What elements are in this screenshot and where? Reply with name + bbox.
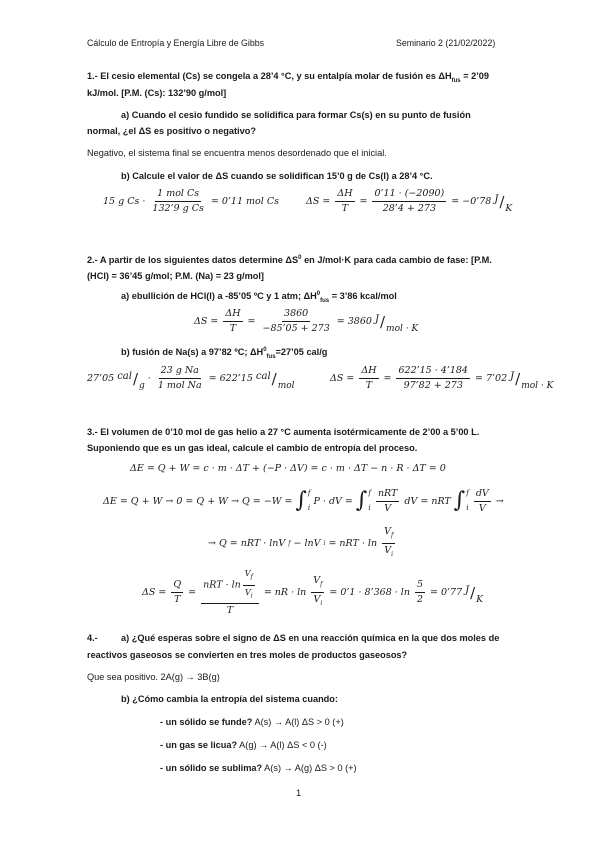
q3-equation-entropy: ΔS = $\frac{Q}{T}$ = nRT · ln $\frac{V_f}{V_i}$ T = nR · ln $\frac{V_f}{V_i}$ = 0’1 · 8’368 · ln $\frac{5}{2}$ = 0’77 J/K <box>142 569 483 617</box>
q4-number: 4.- <box>87 633 98 643</box>
q1b-line: b) Calcule el valor de ΔS cuando se solidifican 15’0 g de Cs(l) a 28’4 °C. <box>121 171 433 181</box>
q4a-line1: a) ¿Qué esperas sobre el signo de ΔS en una reacción química en la que dos moles de <box>121 633 500 643</box>
q1-statement-line2: kJ/mol. [P.M. (Cs): 132’90 g/mol] <box>87 88 227 98</box>
q2b-equation-entropy: ΔS = $\frac{\Delta H}{T}$ = $\frac{622’15 \cdot 4’184}{97’82 + 273}$ = 7’02 J/mol · K <box>330 365 554 391</box>
q2a-equation: ΔS = $\frac{\Delta H}{T}$ = $\frac{3860}{-85’05 + 273}$ = 3860 J/mol · K <box>194 308 419 334</box>
q1a-line1: a) Cuando el cesio fundido se solidifica para formar Cs(s) en su punto de fusión <box>121 110 471 120</box>
q2-statement-line2: (HCl) = 36’45 g/mol; P.M. (Na) = 23 g/mol] <box>87 271 264 281</box>
page-number: 1 <box>296 788 302 798</box>
q1-equation-entropy: ΔS = $\frac{\Delta H}{T}$ = $\frac{0’11 \cdot (-2090)}{28’4 + 273}$ = −0’78 J/K <box>306 188 513 214</box>
q1a-line2: normal, ¿el ΔS es positivo o negativo? <box>87 126 256 136</box>
header-seminar: Seminario 2 (21/02/2022) <box>396 38 496 48</box>
q4a-line2: reactivos gaseosos se convierten en tres moles de productos gaseosos? <box>87 650 408 660</box>
q3-equation-heat: → Q = nRT · lnV f − lnV i = nRT · ln $\frac{V_f}{V_i}$ <box>208 526 394 558</box>
q4a-answer: Que sea positivo. 2A(g) → 3B(g) <box>87 672 220 682</box>
q1-equation-moles: 15 g Cs · $\frac{\text{1 mol Cs}}{\text{132’9 g Cs}}$ = 0’11 mol Cs <box>103 188 279 214</box>
q1-statement-line1: 1.- El cesio elemental (Cs) se congela a 28’4 °C, y su entalpía molar de fusión es $\Delta H_{fus}$ = 2’09 <box>87 71 489 84</box>
q4b-item-melt: - un sólido se funde? A(s) → A(l) ΔS > 0 (+) <box>160 717 344 727</box>
q2a-line: a) ebullición de HCl(l) a -85’05 ºC y 1 atm; $\Delta H^0_{fus}$ = 3’86 kcal/mol <box>121 291 397 304</box>
q2-statement-line1: 2.- A partir de los siguientes datos determine $\Delta S^0$ en J/mol·K para cada cambio de fase: [P.M. <box>87 255 492 266</box>
q2b-line: b) fusión de Na(s) a 97’82 ºC; $\Delta H^0_{fus}=27’05$ cal/g <box>121 347 328 360</box>
q3-equation-work: ΔE = Q + W → 0 = Q + W → Q = −W = ∫ f i P · dV = ∫ f i $\frac{\text{nRT}}{V}$ dV = nRT ∫ f i $\frac{dV}{V}$ → <box>103 487 504 514</box>
header-title: Cálculo de Entropía y Energía Libre de Gibbs <box>87 38 265 48</box>
q2b-equation-molar: 27’05 cal/g · $\frac{\text{23 g Na}}{\text{1 mol Na}}$ = 622’15 cal/mol <box>87 365 295 391</box>
q4b-item-liquefy: - un gas se licua? A(g) → A(l) ΔS < 0 (-) <box>160 740 327 750</box>
q3-equation-energy: ΔE = Q + W = c · m · ΔT + (−P · ΔV) = c · m · ΔT − n · R · ΔT = 0 <box>130 463 446 474</box>
q3-statement-line1: 3.- El volumen de 0’10 mol de gas helio a 27 °C aumenta isotérmicamente de 2’00 a 5’00 L. <box>87 427 480 437</box>
q1a-answer: Negativo, el sistema final se encuentra menos desordenado que el inicial. <box>87 148 387 158</box>
q4b-line: b) ¿Cómo cambia la entropía del sistema cuando: <box>121 694 338 704</box>
q4b-item-sublime: - un sólido se sublima? A(s) → A(g) ΔS > 0 (+) <box>160 763 357 773</box>
q3-statement-line2: Suponiendo que es un gas ideal, calcule el cambio de entropía del proceso. <box>87 443 418 453</box>
